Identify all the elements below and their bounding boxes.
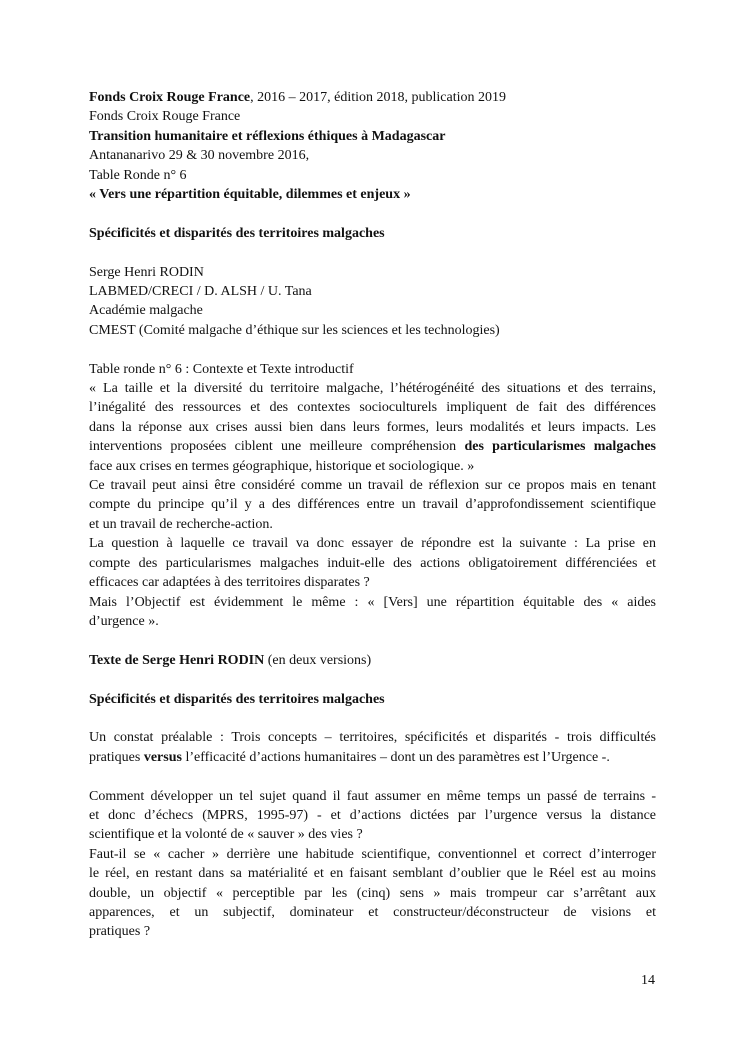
body-constat-line-2-c: l’efficacité d’actions humanitaires – dont un des paramètres est l’Urgence -. <box>181 749 610 765</box>
author-name: Serge Henri RODIN <box>89 264 204 280</box>
author-affiliation-1: LABMED/CRECI / D. ALSH / U. Tana <box>89 284 312 300</box>
intro-work-line-1: Ce travail peut ainsi être considéré comme un travail de réflexion sur ce propos mais en tenant <box>89 478 656 494</box>
body-comment-line-3: scientifique et la volonté de « sauver » des vies ? <box>89 827 363 843</box>
intro-question-line-2: compte des particularismes malgaches induit-elle des actions obligatoirement différenciées et <box>89 555 656 571</box>
intro-quote-line-4-bold: des particularismes malgaches <box>464 439 656 455</box>
header-table: Table Ronde n° 6 <box>89 167 187 183</box>
intro-quote-line-2: l’inégalité des ressources et des contextes socioculturels impliquent de fait des différences <box>89 400 656 416</box>
body-faut-line-1: Faut-il se « cacher » derrière une habitude scientifique, conventionnel et correct d’interroger <box>89 846 656 862</box>
section-title-2 <box>89 690 656 709</box>
body-constat-line-2-versus: versus <box>143 749 182 765</box>
author-affiliation-3: CMEST (Comité malgache d’éthique sur les sciences et les technologies) <box>89 322 500 338</box>
body-constat-line-1: Un constat préalable : Trois concepts – territoires, spécificités et disparités - trois difficultés <box>89 730 656 746</box>
intro-quote-line-3: dans la réponse aux crises aussi bien dans leurs formes, leurs modalités et leurs impacts. Les <box>89 419 656 435</box>
header-fonds-line2: Fonds Croix Rouge France <box>89 109 241 125</box>
header-theme <box>89 185 656 204</box>
intro-objective-line-2: d’urgence ». <box>89 613 159 629</box>
body-constat-line-2-a: pratiques <box>89 749 144 765</box>
section-title-1 <box>89 224 656 243</box>
body-comment-line-1: Comment développer un tel sujet quand il faut assumer en même temps un passé de terrains - <box>89 788 656 804</box>
intro-heading: Table ronde n° 6 : Contexte et Texte introductif <box>89 361 354 377</box>
header-fonds-line <box>89 88 656 107</box>
intro-work-line-2: compte du principe qu’il y a des différences entre un travail d’approfondissement scientifique <box>89 497 656 513</box>
author-affiliation-2: Académie malgache <box>89 303 203 319</box>
document-page <box>89 88 656 942</box>
page-number: 14 <box>641 973 655 988</box>
header-fonds-rest: , 2016 – 2017, édition 2018, publication 2019 <box>250 90 506 105</box>
intro-quote-line-5: face aux crises en termes géographique, historique et sociologique. » <box>89 458 475 474</box>
header-theme-text: « Vers une répartition équitable, dilemmes et enjeux » <box>89 187 411 203</box>
header-title-text: Transition humanitaire et réflexions éthiques à Madagascar <box>89 128 446 144</box>
intro-quote-line-4 <box>89 437 656 456</box>
body-constat-line-2 <box>89 748 656 767</box>
header-fonds-bold: Fonds Croix Rouge France <box>89 90 251 105</box>
intro-quote-line-4-text: interventions proposées ciblent une meilleure compréhension <box>89 439 465 455</box>
text-heading-rest: (en deux versions) <box>264 652 372 668</box>
intro-quote-line-1: « La taille et la diversité du territoire malgache, l’hétérogénéité des situations et des terrains, <box>89 381 656 397</box>
section-title-2-text: Spécificités et disparités des territoires malgaches <box>89 691 385 707</box>
intro-objective-line-1: Mais l’Objectif est évidemment le même : « [Vers] une répartition équitable des « aides <box>89 594 656 610</box>
body-faut-line-2: le réel, en restant dans sa matérialité et en faisant semblant d’oublier que le Réel est au moins <box>89 866 656 882</box>
body-faut-line-4: apparences, et un subjectif, dominateur et constructeur/déconstructeur de visions et <box>89 904 656 920</box>
section-title-1-text: Spécificités et disparités des territoires malgaches <box>89 225 385 241</box>
intro-work-line-3: et un travail de recherche-action. <box>89 516 273 532</box>
intro-question-line-1: La question à laquelle ce travail va donc essayer de répondre est la suivante : La prise en <box>89 536 656 552</box>
body-faut-line-3: double, un objectif « perceptible par les (cinq) sens » mais trompeur car s’arrêtant aux <box>89 885 656 901</box>
text-heading <box>89 651 656 670</box>
header-title <box>89 127 656 146</box>
body-faut-line-5: pratiques ? <box>89 924 151 940</box>
text-heading-bold: Texte de Serge Henri RODIN <box>89 652 265 668</box>
body-comment-line-2: et donc d’échecs (MPRS, 1995-97) - et d’actions dictées par l’urgence versus la distance <box>89 807 656 823</box>
intro-question-line-3: efficaces car adaptées à des territoires disparates ? <box>89 575 370 591</box>
header-venue: Antananarivo 29 & 30 novembre 2016, <box>89 148 310 164</box>
